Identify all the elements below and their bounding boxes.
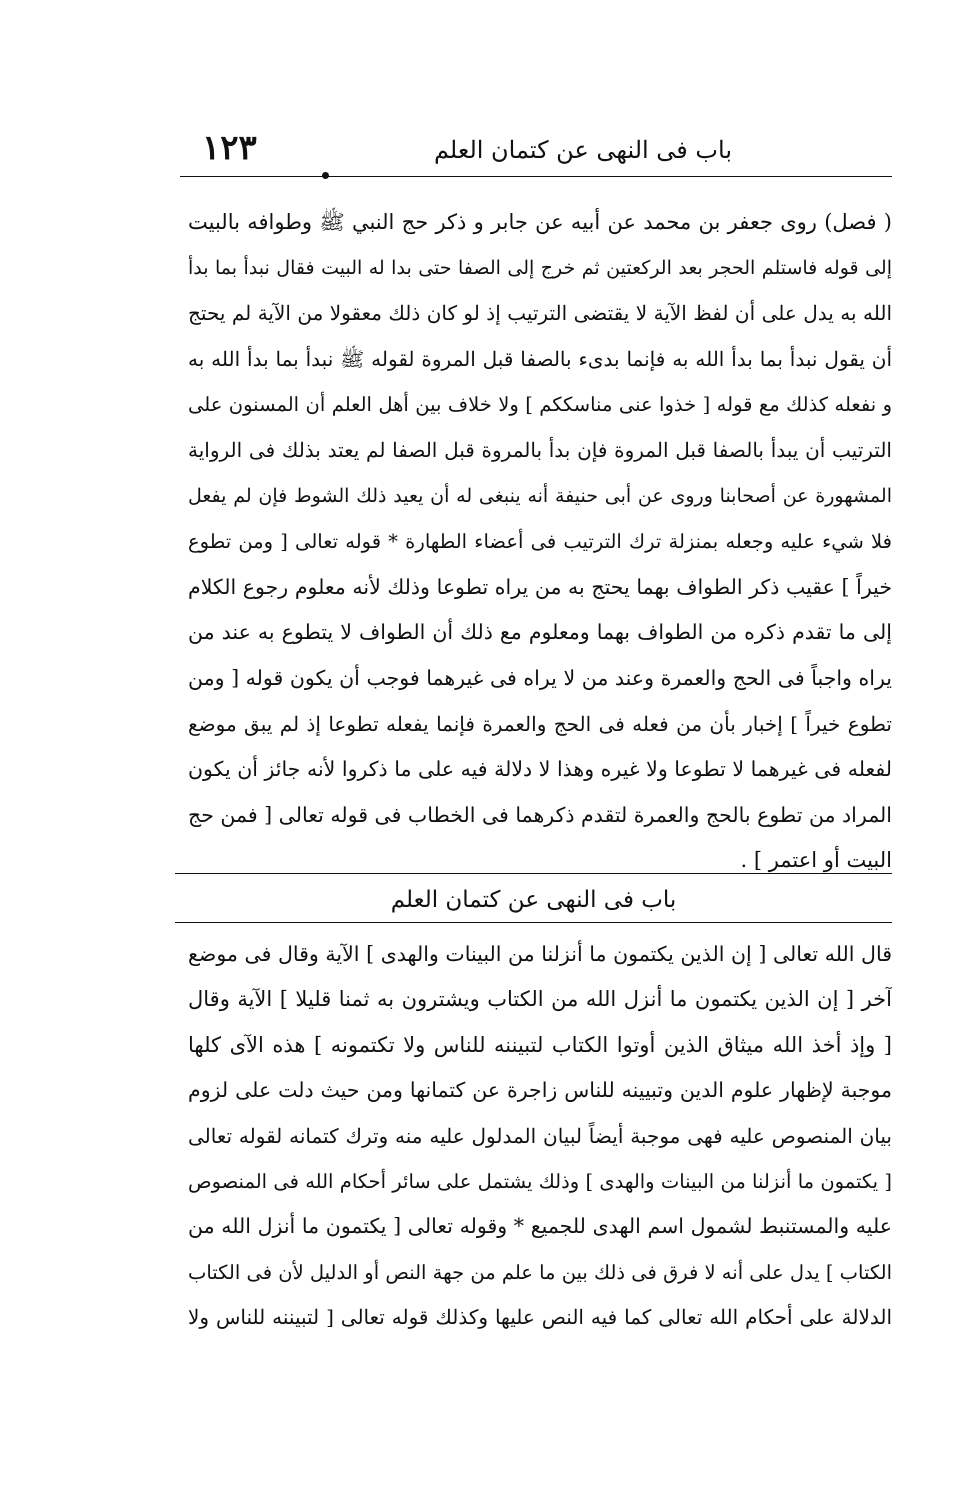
text-line: الله به يدل على أن لفظ الآية لا يقتضى الترتيب إذ لو كان ذلك معقولا من الآية لم يحتج xyxy=(188,301,892,326)
section-a-text xyxy=(188,200,892,884)
text-line: أن يقول نبدأ بما بدأ الله به فإنما بدىء بالصفا قبل المروة لقوله ﷺ نبدأ بما بدأ الله به xyxy=(188,346,892,371)
section-b-text xyxy=(188,932,892,1341)
text-line: لفعله فى غيرهما لا تطوعا ولا غيره وهذا لا دلالة فيه على ما ذكروا لأنه جائز أن يكون xyxy=(188,757,892,782)
text-line: بيان المنصوص عليه فهى موجبة أيضاً لبيان المدلول عليه منه وترك كتمانه لقوله تعالى xyxy=(188,1123,892,1148)
text-line: يراه واجباً فى الحج والعمرة وعند من لا يراه فى غيرهما فوجب أن يكون قوله [ ومن xyxy=(188,665,892,690)
text-line: ( فصل) روى جعفر بن محمد عن أبيه عن جابر و ذكر حج النبي ﷺ وطوافه بالبيت xyxy=(188,210,892,234)
section-rule-top xyxy=(175,873,892,874)
text-line: إلى قوله فاستلم الحجر بعد الركعتين ثم خرج إلى الصفا حتى بدا له البيت فقال نبدأ بما بدأ xyxy=(188,256,892,279)
page-number: ١٢٣ xyxy=(202,128,257,168)
text-line: قال الله تعالى [ إن الذين يكتمون ما أنزلنا من البينات والهدى ] الآية وقال فى موضع xyxy=(188,942,892,966)
text-line: الكتاب ] يدل على أنه لا فرق فى ذلك بين ما علم من جهة النص أو الدليل لأن فى الكتاب xyxy=(188,1260,892,1284)
text-line: الدلالة على أحكام الله تعالى كما فيه النص عليها وكذلك قوله تعالى [ لتبيننه للناس ولا xyxy=(188,1305,892,1330)
text-line: تطوع خيراً ] إخبار بأن من فعله فى الحج والعمرة فإنما يفعله تطوعا إذ لم يبق موضع xyxy=(188,711,892,736)
section-rule-bottom xyxy=(175,922,892,923)
running-header xyxy=(180,128,892,172)
text-line: آخر [ إن الذين يكتمون ما أنزل الله من الكتاب ويشترون به ثمنا قليلا ] الآية وقال xyxy=(188,987,892,1012)
text-line: الترتيب أن يبدأ بالصفا قبل المروة فإن بدأ بالمروة قبل الصفا لم يعتد بذلك فى الرواية xyxy=(188,437,892,462)
text-line: [ وإذ أخذ الله ميثاق الذين أوتوا الكتاب لتبيننه للناس ولا تكتمونه ] هذه الآى كلها xyxy=(188,1032,892,1057)
header-rule-ornament xyxy=(322,172,329,179)
running-title: باب فى النهى عن كتمان العلم xyxy=(433,136,732,164)
text-line: إلى ما تقدم ذكره من الطواف بهما ومعلوم مع ذلك أن الطواف لا يتطوع به عند من xyxy=(188,620,892,645)
text-line: البيت أو اعتمر ] . xyxy=(740,848,892,873)
text-line: عليه والمستنبط لشمول اسم الهدى للجميع * وقوله تعالى [ يكتمون ما أنزل الله من xyxy=(188,1214,892,1239)
text-line: موجبة لإظهار علوم الدين وتبيينه للناس زاجرة عن كتمانها ومن حيث دلت على لزوم xyxy=(188,1078,892,1103)
section-heading: باب فى النهى عن كتمان العلم xyxy=(390,887,677,913)
text-line: فلا شيء عليه وجعله بمنزلة ترك الترتيب فى أعضاء الطهارة * قوله تعالى [ ومن تطوع xyxy=(188,530,892,554)
text-line: و نفعله كذلك مع قوله [ خذوا عنى مناسككم ] ولا خلاف بين أهل العلم أن المسنون على xyxy=(188,393,892,417)
header-rule xyxy=(180,176,892,177)
text-line: خيراً ] عقيب ذكر الطواف بهما يحتج به من يراه تطوعا وذلك لأنه معلوم رجوع الكلام xyxy=(188,574,892,599)
text-line: [ يكتمون ما أنزلنا من البينات والهدى ] وذلك يشتمل على سائر أحكام الله فى المنصوص xyxy=(188,1169,892,1193)
text-line: المشهورة عن أصحابنا وروى عن أبى حنيفة أنه ينبغى له أن يعيد ذلك الشوط فإن لم يفعل xyxy=(188,484,892,507)
text-line: المراد من تطوع بالحج والعمرة لتقدم ذكرهما فى الخطاب فى قوله تعالى [ فمن حج xyxy=(188,802,892,827)
